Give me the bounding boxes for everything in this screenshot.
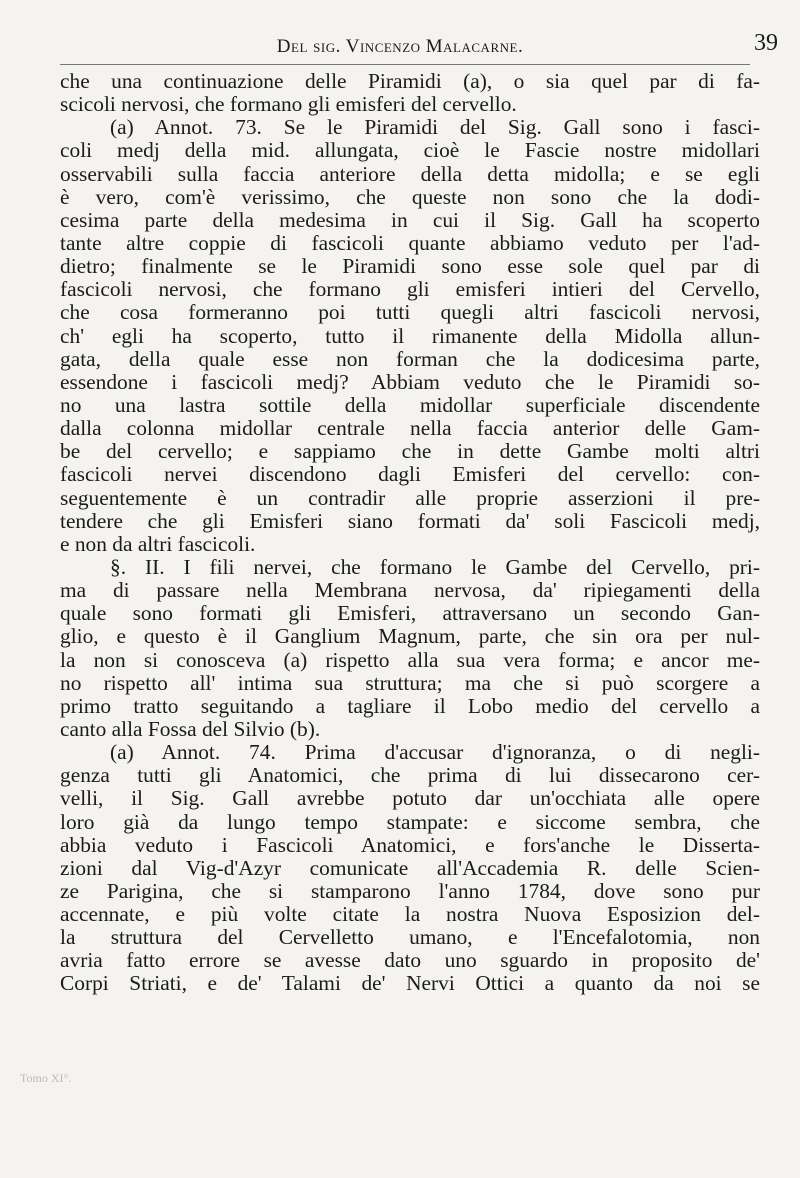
text-line: tante altre coppie di fascicoli quante abbiamo veduto per l'ad-	[60, 231, 760, 255]
text-line: glio, e questo è il Ganglium Magnum, parte, che sin ora per nul-	[60, 625, 760, 649]
text-line: ma di passare nella Membrana nervosa, da' ripiegamenti della	[60, 579, 760, 603]
text-line: abbia veduto i Fascicoli Anatomici, e fors'anche le Disserta-	[60, 833, 760, 857]
text-line: loro già da lungo tempo stampate: e siccome sembra, che	[60, 810, 760, 834]
header-rule	[60, 64, 750, 65]
text-line: canto alla Fossa del Silvio (b).	[60, 717, 321, 741]
text-block	[60, 70, 760, 996]
text-line: primo tratto seguitando a tagliare il Lobo medio del cervello a	[60, 694, 760, 718]
text-line: la non si conosceva (a) rispetto alla sua vera forma; e ancor me-	[60, 648, 760, 672]
text-line: che cosa formeranno poi tutti quegli altri fascicoli nervosi,	[60, 301, 760, 325]
text-line: fascicoli nervei discendono dagli Emisferi del cervello: con-	[60, 463, 760, 487]
annotation-74-start: (a) Annot. 74. Prima d'accusar d'ignoranza, o di negli-	[110, 741, 760, 765]
text-line: zioni dal Vig-d'Azyr comunicate all'Accademia R. delle Scien-	[60, 856, 760, 880]
text-line: avria fatto errore se avesse dato uno sguardo in proposito de'	[60, 949, 760, 973]
text-line: tendere che gli Emisferi siano formati da' soli Fascicoli medj,	[60, 509, 760, 533]
text-line: ch' egli ha scoperto, tutto il rimanente della Midolla allun-	[60, 324, 760, 348]
running-head: Del sig. Vincenzo Malacarne.	[276, 36, 524, 57]
section-2-start: §. II. I fili nervei, che formano le Gambe del Cervello, pri-	[110, 555, 760, 579]
text-line: no rispetto all' intima sua struttura; ma che si può scorgere a	[60, 671, 760, 695]
page-number: 39	[754, 30, 778, 56]
text-line: e non da altri fascicoli.	[60, 532, 256, 556]
text-line: scicoli nervosi, che formano gli emisferi del cervello.	[60, 93, 517, 117]
text-line: accennate, e più volte citate la nostra Nuova Esposizion del-	[60, 903, 760, 927]
text-line: coli medj della mid. allungata, cioè le Fascie nostre midollari	[60, 139, 760, 163]
text-line: essendone i fascicoli medj? Abbiam veduto che le Piramidi so-	[60, 370, 760, 394]
text-line: che una continuazione delle Piramidi (a), o sia quel par di fa-	[60, 70, 760, 93]
text-line: quale sono formati gli Emisferi, attraversano un secondo Gan-	[60, 602, 760, 626]
text-line: seguentemente è un contradir alle proprie asserzioni il pre-	[60, 486, 760, 510]
text-line: be del cervello; e sappiamo che in dette Gambe molti altri	[60, 440, 760, 464]
text-line: osservabili sulla faccia anteriore della detta midolla; e se egli	[60, 162, 760, 186]
text-line: velli, il Sig. Gall avrebbe potuto dar un'occhiata alle opere	[60, 787, 760, 811]
text-line: ze Parigina, che si stamparono l'anno 1784, dove sono pur	[60, 879, 760, 903]
text-line: Corpi Striati, e de' Talami de' Nervi Ottici a quanto da noi se	[60, 972, 760, 996]
text-line: la struttura del Cervelletto umano, e l'Encefalotomia, non	[60, 926, 760, 950]
text-line: dalla colonna midollar centrale nella faccia anterior delle Gam-	[60, 417, 760, 441]
annotation-73-start: (a) Annot. 73. Se le Piramidi del Sig. Gall sono i fasci-	[110, 116, 760, 140]
text-line: genza tutti gli Anatomici, che prima di lui dissecarono cer-	[60, 764, 760, 788]
text-line: gata, della quale esse non forman che la dodicesima parte,	[60, 347, 760, 371]
text-line: fascicoli nervosi, che formano gli emisferi intieri del Cervello,	[60, 278, 760, 302]
text-line: dietro; finalmente se le Piramidi sono esse sole quel par di	[60, 255, 760, 279]
text-line: è vero, com'è verissimo, che queste non sono che la dodi-	[60, 185, 760, 209]
bleed-through-text: Tomo XI°.	[20, 1071, 72, 1085]
text-line: cesima parte della medesima in cui il Sig. Gall ha scoperto	[60, 208, 760, 232]
text-line: no una lastra sottile della midollar superficiale discendente	[60, 393, 760, 417]
